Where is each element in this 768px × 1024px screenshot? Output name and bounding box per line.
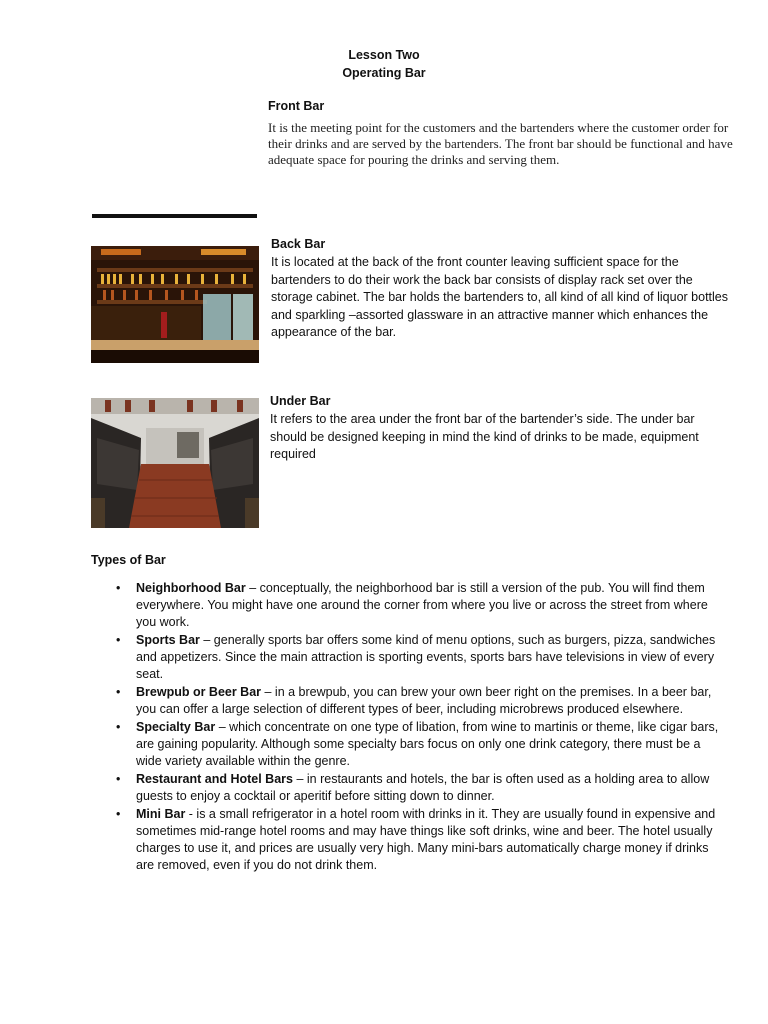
under-bar-illustration: [91, 398, 259, 528]
bar-type-term: Neighborhood Bar: [136, 581, 246, 595]
lesson-number: Lesson Two: [348, 48, 420, 62]
bullet: •: [116, 772, 121, 786]
list-item: [108, 806, 728, 874]
back-bar-heading: Back Bar: [271, 237, 326, 251]
back-bar-photo: [91, 246, 259, 363]
types-heading: Types of Bar: [91, 553, 166, 567]
bar-type-term: Restaurant and Hotel Bars: [136, 772, 293, 786]
under-bar-text: It refers to the area under the front bar of the bartender’s side. The under bar should be designed keeping in mind the kind of drinks to be made, equipment required: [270, 412, 699, 461]
under-bar-heading: Under Bar: [270, 394, 331, 408]
types-list: [108, 580, 728, 875]
bar-type-description: - is a small refrigerator in a hotel room with drinks in it. They are usually found in expensive and sometimes mid-range hotel rooms and may have things like soft drinks, wine and beer. The hotel usually charges to use it, and prices are usually very high. Many mini-bars automatically charge money if drinks are removed, even if you do not drink them.: [136, 807, 716, 872]
bullet: •: [116, 633, 121, 647]
bar-type-description: – in a brewpub, you can brew your own beer right on the premises. In a beer bar, you can offer a large selection of different types of beer, including microbrews produced elsewhere.: [136, 685, 712, 716]
back-bar-illustration: [91, 246, 259, 363]
bar-type-term: Mini Bar: [136, 807, 186, 821]
image-top-border: [92, 214, 257, 218]
bar-type-description: – in restaurants and hotels, the bar is often used as a holding area to allow guests to enjoy a cocktail or aperitif before sitting down to dinner.: [136, 772, 710, 803]
bullet: •: [116, 807, 121, 821]
list-item: [108, 580, 728, 631]
front-bar-text: It is the meeting point for the customers and the bartenders where the customer order for their drinks and are served by the bartenders. The front bar should be functional and have adequate space for pouring the drinks and serving them.: [268, 120, 733, 167]
bar-type-term: Specialty Bar: [136, 720, 216, 734]
list-item: [108, 632, 728, 683]
list-item: [108, 771, 728, 805]
bar-type-term: Brewpub or Beer Bar: [136, 685, 262, 699]
under-bar-photo: [91, 398, 259, 528]
bar-type-description: – which concentrate on one type of libation, from wine to martinis or theme, like cigar bars, are gaining popularity. Although some specialty bars focus on only one drink category, there must be a wide variety available within the genre.: [136, 720, 719, 768]
bullet: •: [116, 581, 121, 595]
lesson-title: Operating Bar: [342, 66, 426, 80]
back-bar-text: It is located at the back of the front counter leaving sufficient space for the bartenders to do their work the back bar consists of display rack set over the storage cabinet. The bar holds the bartenders to, all kind of all kind of liquor bottles and sparkling –assorted glassware in an attractive manner which enhances the appearance of the bar.: [271, 255, 728, 339]
bar-type-description: – generally sports bar offers some kind of menu options, such as burgers, pizza, sandwiches and appetizers. Since the main attraction is sporting events, sports bars have televisions in view of every seat.: [136, 633, 716, 681]
list-item: [108, 684, 728, 718]
list-item: [108, 719, 728, 770]
bar-type-description: – conceptually, the neighborhood bar is still a version of the pub. You will find them everywhere. You might have one around the corner from where you live or across the street from where you work.: [136, 581, 708, 629]
front-bar-heading: Front Bar: [268, 99, 325, 113]
bar-type-term: Sports Bar: [136, 633, 200, 647]
bullet: •: [116, 685, 121, 699]
bullet: •: [116, 720, 121, 734]
